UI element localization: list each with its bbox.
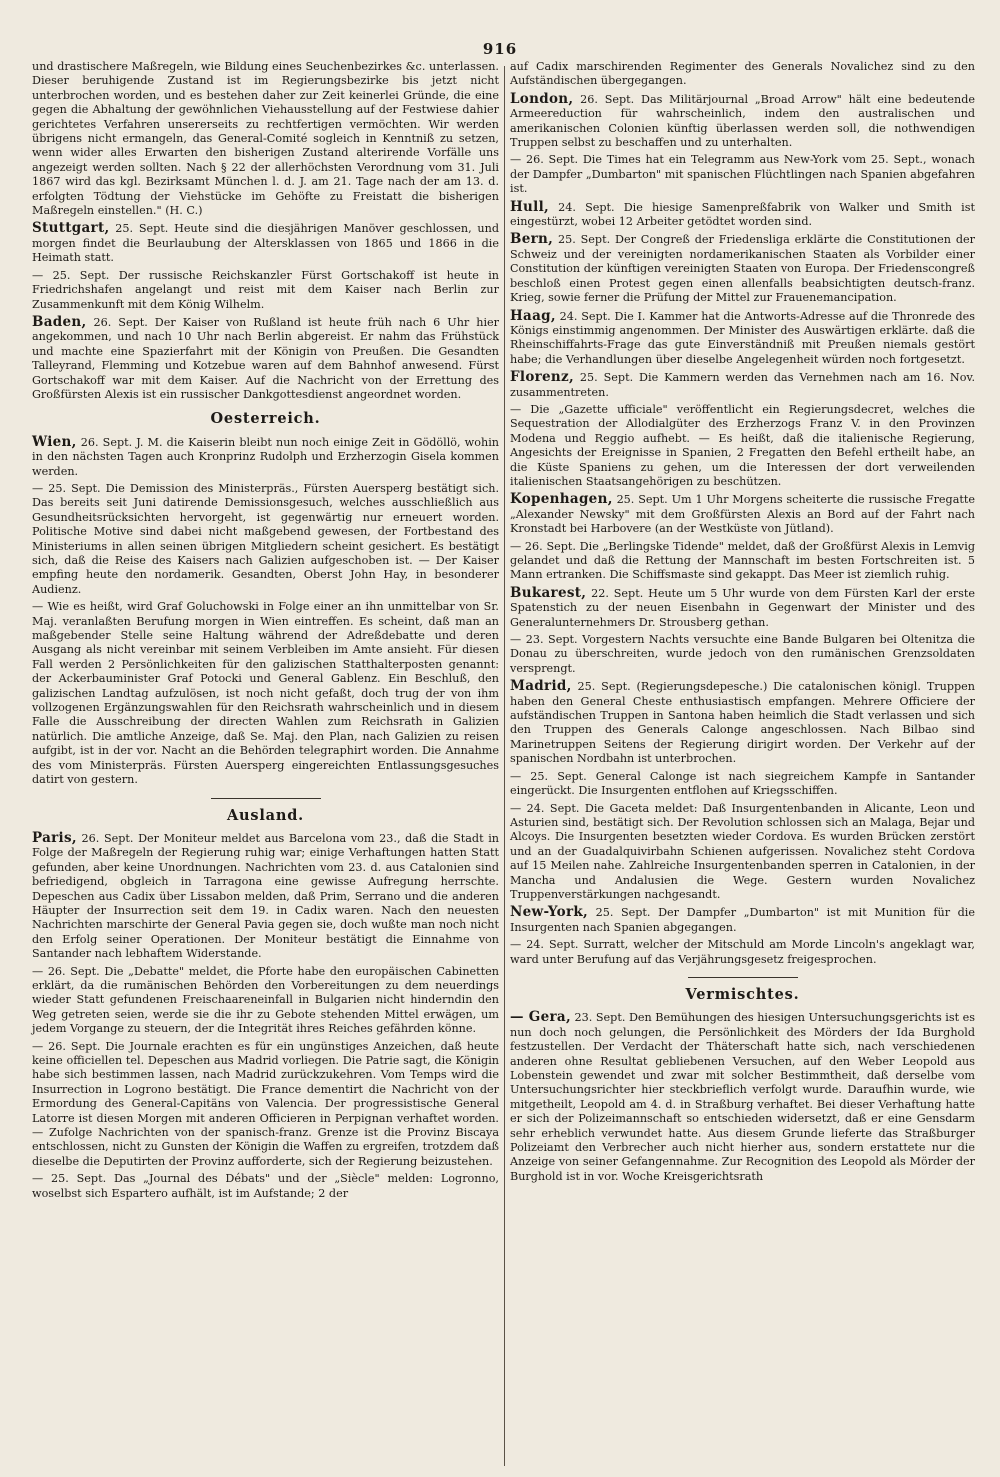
left-column [32,60,499,1204]
news-item: — 26. Sept. Die „Debatte" meldet, die Pforte habe den europäischen Cabinetten erklärt, da die rumänischen Behörden den Vorbereitungen zu dem neuerdings wieder Statt gefundenen Freischaareneinfall in Bulgarien nicht hinderndin den Weg getreten seien, werde sie die ihr zu Gebote stehenden Mittel erwägen, um jedem Vorgange zu steuern, der die Integrität ihres Reiches gefährden könne. [32,964,499,1036]
news-item: — 25. Sept. Die Demission des Ministerpräs., Fürsten Auersperg bestätigt sich. Das bereits seit Juni datirende Demissionsgesuch, welches ausschließlich aus Gesundheitsrücksichten hervorgeht, ist gegenwärtig nur erneuert worden. Politische Motive sind dabei nicht maßgebend gewesen, der Fortbestand des Ministeriums in allen seinen übrigen Mitgliedern scheint gesichert. Es bestätigt sich, daß die Reise des Kaisers nach Galizien aufgeschoben ist. — Der Kaiser empfing heute den nordamerik. Gesandten, Oberst John Hay, in besonderer Audienz. [32,481,499,596]
news-item [510,905,975,935]
dateline: Wien, [32,433,77,450]
news-text: 25. Sept. Heute sind die diesjährigen Manöver geschlossen, und morgen findet die Beurlaubung der Altersklassen von 1865 und 1866 in die Heimath statt. [32,222,499,265]
news-item [510,679,975,766]
news-item [510,586,975,630]
news-item: — 26. Sept. Die „Berlingske Tidende" meldet, daß der Großfürst Alexis in Lemvig gelandet und daß die Rettung der Mannschaft im besten Fortschreiten ist. 5 Mann ertranken. Die Schiffsmaste sind gekappt. Das Meer ist ziemlich ruhig. [510,539,975,582]
news-item: auf Cadix marschirenden Regimenter des Generals Novalichez sind zu den Aufständischen übergegangen. [510,60,975,88]
news-item [510,309,975,368]
news-item: — Die „Gazette ufficiale" veröffentlicht ein Regierungsdecret, welches die Sequestration der Allodialgüter des Erzherzogs Franz V. in den Provinzen Modena und Reggio aufhebt. — Es heißt, daß die italienische Regierung, Angesichts der Ereignisse in Spanien, 2 Fregatten den Befehl ertheilt habe, an die Küste Spaniens zu gehen, um die Interessen der dort verweilenden italienischen Staatsangehörigen zu beschützen. [510,402,975,488]
news-item: — 24. Sept. Die Gaceta meldet: Daß Insurgentenbanden in Alicante, Leon und Asturien sind, bestätigt sich. Der Revolution schlossen sich an Malaga, Bejar und Alcoys. Die Insurgenten besetzten wieder Cordova. Es wurden Brücken zerstört und an der Guadalquivirbahn Schienen aufgerissen. Novalichez steht Cordova auf 15 Meilen nahe. Zahlreiche Insurgentenbanden sperren in Catalonien, in der Mancha und Andalusien die Wege. Gestern wurden Novalichez Truppenverstärkungen nachgesandt. [510,801,975,901]
news-item [510,1010,975,1184]
dateline: London, [510,90,574,107]
dateline: Hull, [510,198,550,215]
news-item [32,831,499,962]
news-item: — 24. Sept. Surratt, welcher der Mitschuld am Morde Lincoln's angeklagt war, ward unter Berufung auf das Verjährungsgesetz freigesprochen. [510,938,975,966]
news-text: 22. Sept. Heute um 5 Uhr wurde von dem Fürsten Karl der erste Spatenstich zu der neuen Eisenbahn in Gegenwart der Minister und des Generalunternehmers Dr. Strousberg gethan. [510,586,975,629]
right-column [510,60,975,1187]
news-item [32,221,499,265]
news-text: 25. Sept. (Regierungsdepesche.) Die catalonischen königl. Truppen haben den General Cheste enthusiastisch empfangen. Mehrere Officiere der aufständischen Truppen in Santona haben heimlich die Stadt verlassen und sich den Truppen des Generals Calonge angeschlossen. Nach Bilbao sind Marinetruppen Seitens der Regierung dirigirt worden. Der Verkehr auf der spanischen Nordbahn ist unterbrochen. [510,680,975,766]
news-item [510,200,975,230]
dateline: Haag, [510,307,556,324]
dateline: — Gera, [510,1009,571,1026]
news-text: 26. Sept. J. M. die Kaiserin bleibt nun noch einige Zeit in Gödöllö, wohin in den nächsten Tagen auch Kronprinz Rudolph und Erzherzogin Gisela kommen werden. [32,435,499,478]
dateline: Baden, [32,313,87,330]
dateline: Madrid, [510,678,572,695]
news-text: 25. Sept. Um 1 Uhr Morgens scheiterte die russische Fregatte „Alexander Newsky" mit dem Großfürsten Alexis an Bord auf der Fahrt nach Kronstadt bei Harbovere (an der Westküste von Jütland). [510,493,975,536]
news-item [510,92,975,151]
page-number: 916 [482,40,518,58]
news-text: 25. Sept. Der Dampfer „Dumbarton" ist mit Munition für die Insurgenten nach Spanien abgegangen. [510,906,975,934]
dateline: Florenz, [510,369,575,386]
news-item: — 25. Sept. General Calonge ist nach siegreichem Kampfe in Santander eingerückt. Die Insurgenten entflohen auf Kriegsschiffen. [510,769,975,798]
news-text: 26. Sept. Der Moniteur meldet aus Barcelona vom 23., daß die Stadt in Folge der Maßregeln der Regierung ruhig war; einige Verhaftungen hatten Statt gefunden, aber keine Unordnungen. Nachrichten vom 23. d. aus Catalonien sind befriedigend, obgleich in Tarragona eine gewisse Aufregung herrschte. Depeschen aus Cadix über Lissabon melden, daß Prim, Serrano und die anderen Häupter der Insurrection seit dem 19. in Cadix waren. Nach den neuesten Nachrichten marschirte der General Pavia gegen sie, doch wußte man noch nicht den Erfolg seiner Operationen. Der Moniteur bestätigt die Einnahme von Santander nach lebhaftem Widerstande. [32,831,499,961]
section-heading: Ausland. [227,806,304,824]
news-text: 24. Sept. Die I. Kammer hat die Antworts-Adresse auf die Thronrede des Königs einstimmig angenommen. Der Minister des Auswärtigen erklärte. daß die Rheinschiffahrts-Frage das gute Einverständniß mit Preußen niemals gestört habe; die Verhandlungen über dieselbe Angelegenheit würden noch fortgesetzt. [510,309,975,366]
news-text: 25. Sept. Die Kammern werden das Vernehmen nach am 16. Nov. zusammentreten. [510,371,975,399]
news-text: 24. Sept. Die hiesige Samenpreßfabrik von Walker und Smith ist eingestürzt, wobei 12 Arbeiter getödtet worden sind. [510,200,975,229]
news-item: — 26. Sept. Die Times hat ein Telegramm aus New-York vom 25. Sept., wonach der Dampfer „Dumbarton" mit spanischen Flüchtlingen nach Spanien abgefahren ist. [510,153,975,196]
news-text: 23. Sept. Den Bemühungen des hiesigen Untersuchungsgerichts ist es nun doch noch gelungen, die Persönlichkeit des Mörders der Ida Burghold festzustellen. Der Verdacht der Thäterschaft hatte sich, nach verschiedenen anderen ohne Resultat gebliebenen Versuchen, auf den Weber Leopold aus Lobenstein gewendet und zwar mit solcher Bestimmtheit, daß derselbe vom Untersuchungsrichter hier steckbrieflich verfolgt wurde. Daraufhin wurde, wie mitgetheilt, Leopold am 4. d. in Straßburg verhaftet. Bei dieser Verhaftung hatte er sich der Polizeimannschaft so entschieden widersetzt, daß er eine Gensdarm sehr erheblich verwundet hatte. Aus diesem Grunde lieferte das Straßburger Polizeiamt den Verbrecher auch nicht hierher aus, sondern erstattete nur die Anzeige von seiner Gefangennahme. Zur Recognition des Leopold als Mörder der Burghold ist in vor. Woche Kreisgerichtsrath [510,1011,975,1183]
news-item [510,370,975,400]
news-text: 25. Sept. Der Congreß der Friedensliga erklärte die Constitutionen der Schweiz und der vereinigten nordamerikanischen Staaten als Vorbilder einer Constitution der künftigen vereinigten Staaten von Europa. Der Friedenscongreß beschloß einen Protest gegen einen allenfalls beabsichtigten deutsch-franz. Krieg, sowie ferner die Prüfung der Mittel zur Frauenemancipation. [510,233,975,305]
news-item: — 23. Sept. Vorgestern Nachts versuchte eine Bande Bulgaren bei Oltenitza die Donau zu überschreiten, wurde jedoch von den rumänischen Grenzsoldaten versprengt. [510,633,975,675]
news-text: 26. Sept. Der Kaiser von Rußland ist heute früh nach 6 Uhr hier angekommen, und nach 10 Uhr nach Berlin abgereist. Er nahm das Frühstück und machte eine Spazierfahrt mit der Königin von Preußen. Die Gesandten Talleyrand, Flemming und Kotzebue waren auf dem Bahnhof anwesend. Fürst Gortschakoff war mit dem Kaiser. Auf die Nachricht von der Errettung des Großfürsten Alexis ist ein russischer Dankgottesdienst angeordnet worden. [32,315,499,401]
news-item [32,315,499,402]
dateline: Stuttgart, [32,220,110,237]
news-item: — 25. Sept. Das „Journal des Débats" und der „Siècle" melden: Logronno, woselbst sich Espartero aufhält, ist im Aufstande; 2 der [32,1172,499,1200]
news-item: — 26. Sept. Die Journale erachten es für ein ungünstiges Anzeichen, daß heute keine officiellen tel. Depeschen aus Madrid vorliegen. Die Patrie sagt, die Königin habe sich bestimmen lassen, nach Madrid zurückzukehren. Vom Temps wird die Insurrection in Logrono bestätigt. Die France dementirt die Nachricht von der Ermordung des General-Capitäns von Valencia. Der progressistische General Latorre ist diesen Morgen mit anderen Officieren in Perpignan verhaftet worden. — Zufolge Nachrichten von der spanisch-franz. Grenze ist die Provinz Biscaya entschlossen, nicht zu Gunsten der Königin die Waffen zu ergreifen, trotzdem daß dieselbe die Deputirten der Provinz aufforderte, sich der Regierung beizustehen. [32,1039,499,1168]
news-item [510,232,975,305]
dateline: New-York, [510,904,589,921]
news-item [510,492,975,536]
section-divider [688,977,798,978]
column-rule [504,66,505,1466]
dateline: Paris, [32,829,77,846]
news-item: — Wie es heißt, wird Graf Goluchowski in Folge einer an ihn unmittelbar von Sr. Maj. veranlaßten Berufung morgen in Wien eintreffen. Es scheint, daß man an maßgebender Stelle seine Haltung während der Adreßdebatte und deren Ausgang als nicht vereinbar mit seinem Verbleiben im Amte ansieht. Für diesen Fall werden 2 Persönlichkeiten für den galizischen Statthalterposten genannt: der Ackerbauminister Graf Potocki und General Gablenz. Ein Beschluß, den galizischen Landtag aufzulösen, ist noch nicht gefaßt, doch trug der von ihm vollzogenen Ergänzungswahlen für den Reichsrath wahrscheinlich und in diesem Falle die Ausschreibung der directen Wahlen zum Reichsrath in Galizien natürlich. Die amtliche Anzeige, daß Se. Maj. den Plan, nach Galizien zu reisen aufgibt, ist in der vor. Nacht an die Behörden telegraphirt worden. Die Annahme des vom Ministerpräs. Fürsten Auersperg eingereichten Entlassungsgesuches datirt von gestern. [32,600,499,787]
section-heading: Vermischtes. [685,985,800,1003]
dateline: Bukarest, [510,584,587,601]
news-item: — 25. Sept. Der russische Reichskanzler Fürst Gortschakoff ist heute in Friedrichshafen angelangt und reist mit dem Kaiser nach Berlin zur Zusammenkunft mit dem König Wilhelm. [32,268,499,311]
news-item [32,435,499,479]
section-heading: Oesterreich. [210,410,321,428]
dateline: Bern, [510,231,554,248]
news-text: 26. Sept. Das Militärjournal „Broad Arrow" hält eine bedeutende Armeereduction für wahrscheinlich, indem den australischen und amerikanischen Colonien künftig überlassen werden soll, die nothwendigen Truppen selbst zu beschaffen und zu unterhalten. [510,92,975,150]
article-paragraph: und drastischere Maßregeln, wie Bildung eines Seuchenbezirkes &c. unterlassen. Dieser beruhigende Zustand ist im Regierungsbezirke bis jetzt nicht unterbrochen worden, und es bestehen daher zur Zeit keinerlei Gründe, die eine gegen die Abhaltung der gewöhnlichen Viehausstellung auf der Festwiese dahier gerichtetes Verfahren unsererseits zu rechtfertigen vermöchten. Wir werden übrigens nicht ermangeln, das General-Comité sogleich in Kenntniß zu setzen, wenn wider alles Erwarten den bisherigen Zustand alterirende Vorfälle uns angezeigt werden sollten. Nach § 22 der allerhöchsten Verordnung vom 31. Juli 1867 wird das kgl. Bezirksamt München l. d. J. am 21. Tage nach der am 13. d. erfolgten Tödtung der Viehstücke im Gehöfte zu Freistatt die bisherigen Maßregeln einstellen." (H. C.) [32,60,499,218]
section-divider [211,798,321,799]
dateline: Kopenhagen, [510,491,613,508]
